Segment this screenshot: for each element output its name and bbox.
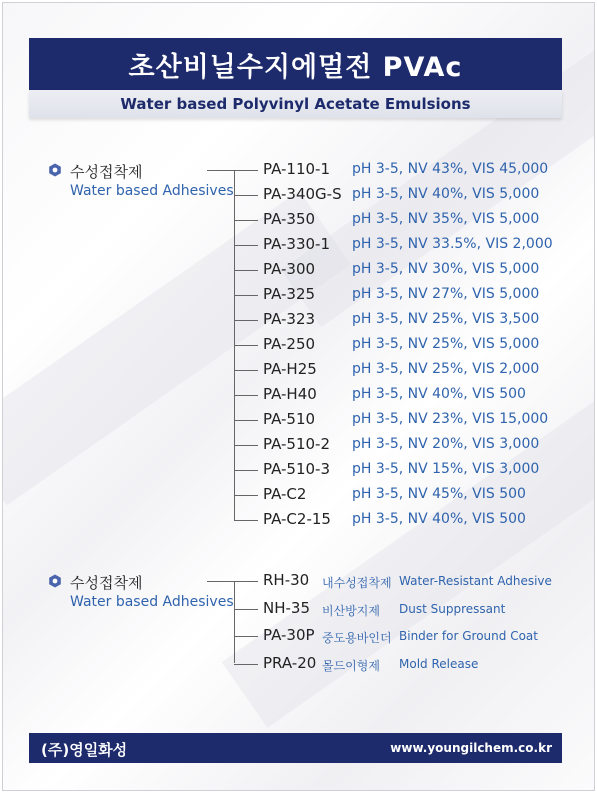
page-title: 초산비닐수지에멀전 PVAc — [29, 38, 562, 90]
product-name-english: Dust Suppressant — [399, 602, 506, 616]
branch-line — [234, 520, 258, 521]
product-code: PA-C2 — [263, 485, 307, 503]
tree-trunk-line — [234, 581, 235, 663]
branch-line — [234, 445, 258, 446]
product-code: PRA-20 — [263, 654, 317, 672]
branch-line — [234, 195, 258, 196]
product-code: PA-110-1 — [263, 160, 331, 178]
branch-line — [234, 609, 258, 610]
branch-line — [234, 495, 258, 496]
product-code: PA-C2-15 — [263, 510, 331, 528]
product-code: PA-H40 — [263, 385, 317, 403]
branch-line — [234, 636, 258, 637]
website-link[interactable]: www.youngilchem.co.kr — [390, 741, 552, 755]
group-title-korean: 수성접착제 — [70, 574, 143, 592]
product-code: NH-35 — [263, 599, 310, 617]
product-spec: pH 3-5, NV 43%, VIS 45,000 — [352, 161, 549, 177]
product-name-english: Mold Release — [399, 657, 479, 671]
product-code: PA-30P — [263, 626, 315, 644]
connector-line — [207, 581, 234, 582]
product-code: PA-510 — [263, 410, 316, 428]
product-spec: pH 3-5, NV 35%, VIS 5,000 — [352, 211, 540, 227]
hexagon-bullet-icon — [48, 574, 62, 588]
product-code: PA-300 — [263, 260, 316, 278]
product-name-english: Binder for Ground Coat — [399, 629, 538, 643]
connector-line — [207, 170, 234, 171]
product-spec: pH 3-5, NV 20%, VIS 3,000 — [352, 436, 540, 452]
branch-line — [234, 170, 258, 171]
product-code: PA-350 — [263, 210, 316, 228]
branch-line — [234, 220, 258, 221]
product-code: PA-325 — [263, 285, 316, 303]
product-code: PA-323 — [263, 310, 316, 328]
product-name-korean: 비산방지제 — [322, 604, 380, 618]
product-spec: pH 3-5, NV 15%, VIS 3,000 — [352, 461, 540, 477]
product-code: PA-330-1 — [263, 235, 331, 253]
page-subtitle: Water based Polyvinyl Acetate Emulsions — [29, 90, 562, 118]
product-spec: pH 3-5, NV 27%, VIS 5,000 — [352, 286, 540, 302]
product-name-english: Water-Resistant Adhesive — [399, 574, 552, 588]
product-spec: pH 3-5, NV 45%, VIS 500 — [352, 486, 526, 502]
product-spec: pH 3-5, NV 25%, VIS 5,000 — [352, 336, 540, 352]
product-name-korean: 내수성접착제 — [322, 576, 392, 590]
product-spec: pH 3-5, NV 33.5%, VIS 2,000 — [352, 236, 553, 252]
group-title-english: Water based Adhesives — [70, 183, 234, 199]
branch-line — [234, 270, 258, 271]
product-spec: pH 3-5, NV 25%, VIS 2,000 — [352, 361, 540, 377]
branch-line — [234, 295, 258, 296]
hexagon-bullet-icon — [48, 163, 62, 177]
product-spec: pH 3-5, NV 30%, VIS 5,000 — [352, 261, 540, 277]
product-code: PA-510-3 — [263, 460, 331, 478]
branch-line — [234, 395, 258, 396]
branch-line — [234, 420, 258, 421]
branch-line — [234, 245, 258, 246]
product-spec: pH 3-5, NV 40%, VIS 500 — [352, 511, 526, 527]
branch-line — [234, 345, 258, 346]
product-spec: pH 3-5, NV 25%, VIS 3,500 — [352, 311, 540, 327]
company-name: (주)영일화성 — [41, 741, 128, 759]
product-code: PA-340G-S — [263, 185, 342, 203]
group-title-korean: 수성접착제 — [70, 163, 143, 181]
product-spec: pH 3-5, NV 40%, VIS 5,000 — [352, 186, 540, 202]
product-name-korean: 중도용바인더 — [322, 631, 392, 645]
branch-line — [234, 581, 258, 582]
product-code: RH-30 — [263, 571, 310, 589]
branch-line — [234, 370, 258, 371]
product-spec: pH 3-5, NV 40%, VIS 500 — [352, 386, 526, 402]
product-spec: pH 3-5, NV 23%, VIS 15,000 — [352, 411, 549, 427]
product-code: PA-510-2 — [263, 435, 331, 453]
branch-line — [234, 320, 258, 321]
product-name-korean: 몰드이형제 — [322, 659, 380, 673]
group-title-english: Water based Adhesives — [70, 594, 234, 610]
product-code: PA-250 — [263, 335, 316, 353]
branch-line — [234, 664, 258, 665]
footer-bar — [29, 733, 562, 763]
product-code: PA-H25 — [263, 360, 317, 378]
branch-line — [234, 470, 258, 471]
